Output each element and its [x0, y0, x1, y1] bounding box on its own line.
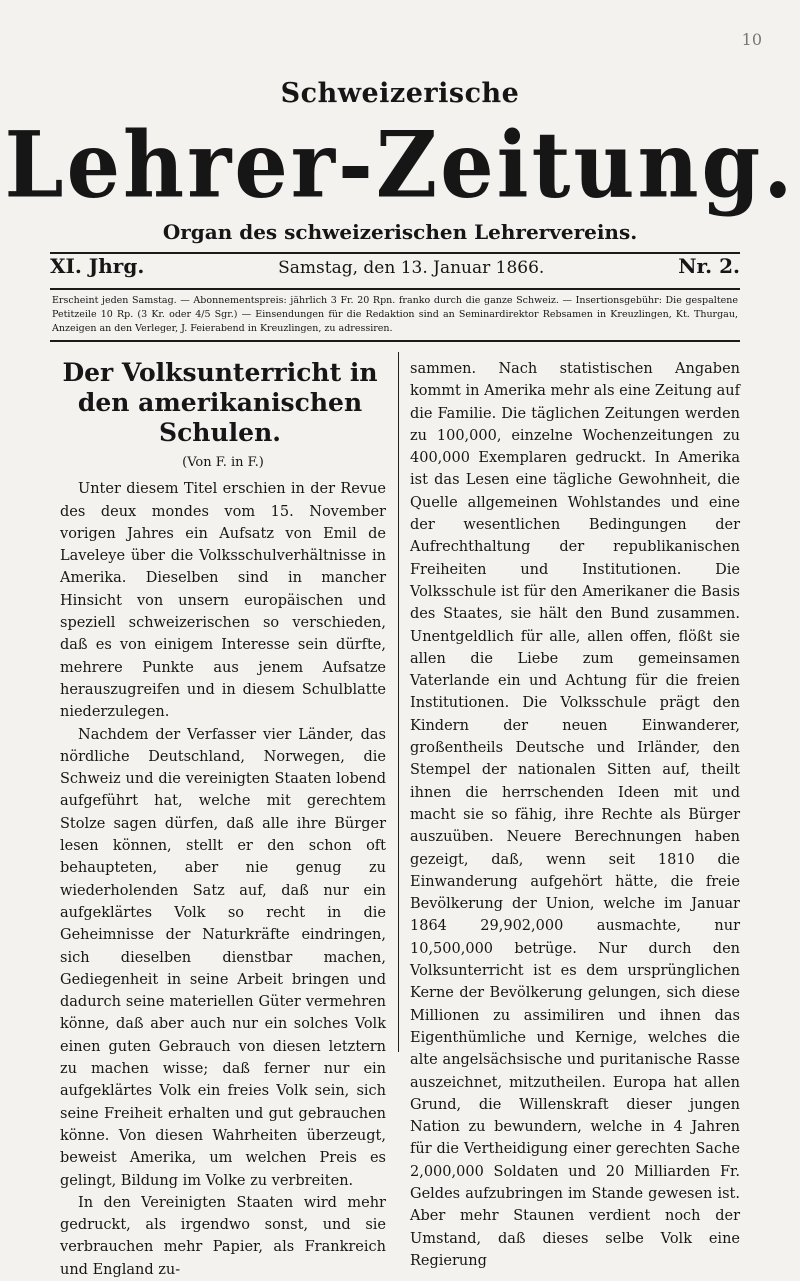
header-rule-bottom [50, 340, 740, 342]
column-divider [398, 352, 399, 1052]
article-paragraph-continued: sammen. Nach statistischen Angaben kommt in Amerika mehr als eine Zeitung auf die Familie. Die täglichen Zeitungen werden zu 100,000, einzelne Wochenzeitungen zu 400,000 Exemplaren gedruckt. In Amerika ist das Lesen eine tägliche Gewohnheit, die Quelle allgemeinen Wohlstandes und eine der wesentlichen Bedingungen der Aufrechthaltung der republikanischen Freiheiten und Institutionen. Die Volksschule ist für den Amerikaner die Basis des Staates, sie hält den Bund zusammen. Unentgeldlich für alle, allen offen, flößt sie allen die Liebe zum gemeinsamen Vaterlande ein und Achtung für die freien Institutionen. Die Volksschule prägt den Kindern der neuen Einwanderer, großentheils Deutsche und Irländer, den Stempel der nationalen Sitten auf, theilt ihnen die herrschenden Ideen mit und macht sie so fähig, ihre Rechte als Bürger auszuüben. Neuere Berechnungen haben gezeigt, daß, wenn seit 1810 die Einwanderung aufgehört hätte, die freie Bevölkerung der Union, welche im Januar 1864 29,902,000 ausmachte, nur 10,500,000 betrüge. Nur durch den Volksunterricht ist es dem ursprünglichen Kerne der Bevölkerung gelungen, sich diese Millionen zu assimiliren und ihnen das Eigenthümliche und Kernige, welches die alte angelsächsische und puritanische Rasse auszeichnet, mitzutheilen. Europa hat allen Grund, die Willenskraft dieser jungen Nation zu bewundern, welche in 4 Jahren für die Vertheidigung einer gerechten Sache 2,000,000 Soldaten und 20 Milliarden Fr. Geldes aufzubringen im Stande gewesen ist. Aber mehr Staunen verdient noch der Umstand, daß dieses selbe Volk eine Regierung [410, 361, 740, 1269]
article-paragraph: Unter diesem Titel erschien in der Revue des deux mondes vom 15. November vorigen Jahres ein Aufsatz von Emil de Laveleye über die Volksschulverhältnisse in Amerika. Dieselben sind in mancher Hinsicht von unsern europäischen und speziell schweizerischen so verschieden, daß es von einigem Interesse sein dürfte, mehrere Punkte aus jenem Aufsatze herauszugreifen und in diesem Schulblatte niederzulegen. [60, 481, 386, 721]
issue-volume: XI. Jhrg. [50, 254, 145, 278]
issue-number: Nr. 2. [678, 254, 740, 278]
masthead-pre-title: Schweizerische [280, 78, 520, 109]
subscription-notice: Erscheint jeden Samstag. — Abonnementspreis: jährlich 3 Fr. 20 Rpn. franko durch die ganze Schweiz. — Insertionsgebühr: Die gespaltene Petitzeile 10 Rp. (3 Kr. oder 4/5 Sgr.) — Einsendungen für die Redaktion sind an Seminardirektor Rebsamen in Kreuzlingen, Kt. Thurgau, Anzeigen an den Verleger, J. Feierabend in Kreuzlingen, zu adressiren. [52, 295, 738, 334]
article-author: (Von F. in F.) [182, 455, 264, 470]
article-left-column [60, 358, 386, 1281]
issue-date: Samstag, den 13. Januar 1866. [278, 258, 545, 278]
masthead-subtitle: Organ des schweizerischen Lehrervereins. [162, 220, 638, 244]
issue-rule [50, 288, 740, 290]
page-number: 10 [741, 30, 762, 49]
article-paragraph: Nachdem der Verfasser vier Länder, das nördliche Deutschland, Norwegen, die Schweiz und die vereinigten Staaten lobend aufgeführt hat, welche mit gerechtem Stolze sagen dürfen, daß alle ihre Bürger lesen können, stellt er den schon oft behaupteten, aber nie genug zu wiederholenden Satz auf, daß nur ein aufgeklärtes Volk so recht in die Geheimnisse der Naturkräfte eindringen, sich dieselben dienstbar machen, Gediegenheit in seine Arbeit bringen und dadurch seine materiellen Güter vermehren könne, daß aber auch nur ein solches Volk einen guten Gebrauch von diesen letztern zu machen wisse; daß ferner nur ein aufgeklärtes Volk ein freies Volk sein, sich seine Freiheit erhalten und gut gebrauchen könne. Von diesen Wahrheiten überzeugt, beweist Amerika, um welchen Preis es gelingt, Bildung im Volke zu verbreiten. [60, 726, 386, 1189]
issue-line [50, 254, 740, 278]
article-right-column [410, 358, 740, 1272]
article-title: Der Volksunterricht in den amerikanischen Schulen. [62, 358, 378, 447]
article-paragraph: In den Vereinigten Staaten wird mehr gedruckt, als irgendwo sonst, und sie verbrauchen mehr Papier, als Frankreich und England zu- [60, 1194, 386, 1278]
masthead-title: Lehrer-Zeitung. [4, 111, 796, 218]
